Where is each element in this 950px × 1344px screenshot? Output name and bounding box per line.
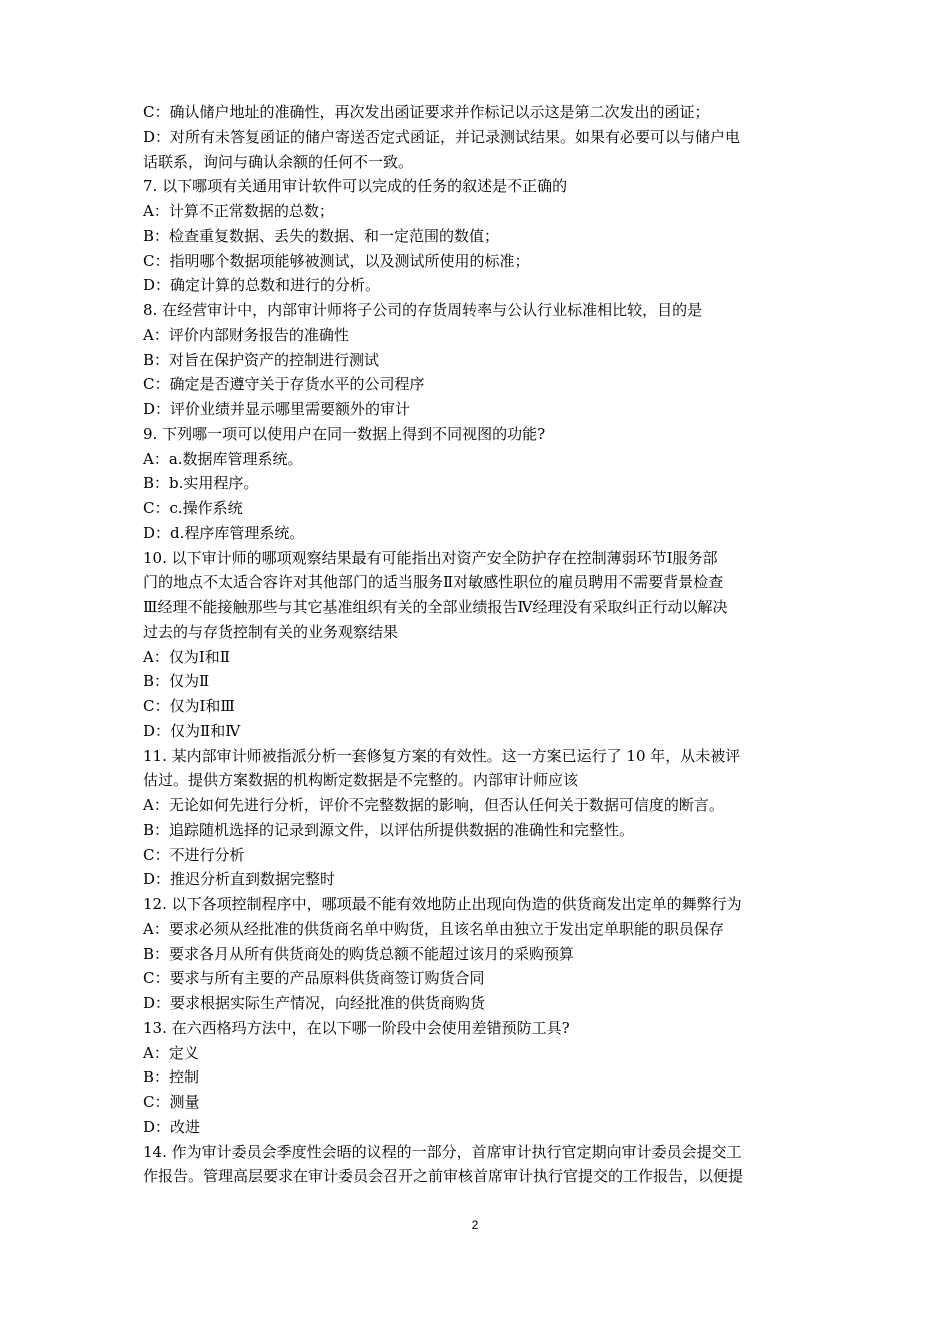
option-d: D：d.程序库管理系统。 xyxy=(143,523,305,542)
option-a: A：评价内部财务报告的准确性 xyxy=(143,325,349,344)
option-b: B：b.实用程序。 xyxy=(143,474,259,493)
text-line: D：对所有未答复函证的储户寄送否定式函证，并记录测试结果。如果有必要可以与储户电 xyxy=(143,127,741,146)
question-12: 12. 以下各项控制程序中，哪项最不能有效地防止出现向伪造的供货商发出定单的舞弊行为 xyxy=(143,895,742,913)
text-line: C：确认储户地址的准确性，再次发出函证要求并作标记以示这是第二次发出的函证； xyxy=(143,103,710,121)
question-8: 8. 在经营审计中，内部审计师将子公司的存货周转率与公认行业标准相比较，目的是 xyxy=(143,301,703,319)
option-c: C：要求与所有主要的产品原料供货商签订购货合同 xyxy=(143,969,485,988)
option-a: A：无论如何先进行分析，评价不完整数据的影响，但否认任何关于数据可信度的断言。 xyxy=(143,796,724,814)
text-line: 作报告。管理高层要求在审计委员会召开之前审核首席审计执行官提交的工作报告，以便提 xyxy=(143,1167,744,1186)
question-13: 13. 在六西格玛方法中，在以下哪一阶段中会使用差错预防工具? xyxy=(143,1018,570,1037)
text-line: 门的地点不太适合容许对其他部门的适当服务Ⅱ对敏感性职位的雇员聘用不需要背景检查 xyxy=(143,573,724,592)
option-d: D：评价业绩并显示哪里需要额外的审计 xyxy=(143,400,411,418)
option-c: C：c.操作系统 xyxy=(143,499,243,517)
option-b: B：控制 xyxy=(143,1068,200,1087)
text-line: 过去的与存货控制有关的业务观察结果 xyxy=(143,622,399,641)
option-b: B：仅为Ⅱ xyxy=(143,672,210,691)
question-10: 10. 以下审计师的哪项观察结果最有可能指出对资产安全防护存在控制薄弱环节Ⅰ服务部 xyxy=(143,548,718,567)
option-a: A：要求必须从经批准的供货商名单中购货，且该名单由独立于发出定单职能的职员保存 xyxy=(143,919,724,938)
question-11: 11. 某内部审计师被指派分析一套修复方案的有效性。这一方案已运行了 10 年，从未被评 xyxy=(143,746,741,765)
text-line: Ⅲ经理不能接触那些与其它基准组织有关的全部业绩报告Ⅳ经理没有采取纠正行动以解决 xyxy=(143,598,728,616)
question-9: 9. 下列哪一项可以使用户在同一数据上得到不同视图的功能? xyxy=(143,424,546,443)
document-body xyxy=(143,100,811,1189)
page-number: 2 xyxy=(471,1218,479,1232)
question-7: 7. 以下哪项有关通用审计软件可以完成的任务的叙述是不正确的 xyxy=(143,177,568,196)
option-d: D：确定计算的总数和进行的分析。 xyxy=(143,276,381,295)
option-b: B：检查重复数据、丢失的数据、和一定范围的数值； xyxy=(143,226,500,245)
option-b: B：要求各月从所有供货商处的购货总额不能超过该月的采购预算 xyxy=(143,944,575,963)
option-d: D：推迟分析直到数据完整时 xyxy=(143,870,336,889)
option-a: A：定义 xyxy=(143,1043,199,1062)
text-line: 估过。提供方案数据的机构断定数据是不完整的。内部审计师应该 xyxy=(143,771,579,790)
option-c: C：仅为Ⅰ和Ⅲ xyxy=(143,697,235,715)
option-d: D：仅为Ⅱ和Ⅳ xyxy=(143,721,241,740)
option-a: A：计算不正常数据的总数； xyxy=(143,202,334,220)
option-c: C：测量 xyxy=(143,1093,200,1111)
option-b: B：追踪随机选择的记录到源文件，以评估所提供数据的准确性和完整性。 xyxy=(143,820,635,839)
option-a: A：仅为Ⅰ和Ⅱ xyxy=(143,647,230,666)
option-b: B：对旨在保护资产的控制进行测试 xyxy=(143,350,380,369)
question-14: 14. 作为审计委员会季度性会晤的议程的一部分，首席审计执行官定期向审计委员会提交工 xyxy=(143,1142,742,1161)
option-c: C：确定是否遵守关于存货水平的公司程序 xyxy=(143,375,425,394)
option-c: C：不进行分析 xyxy=(143,845,245,864)
option-d: D：要求根据实际生产情况，向经批准的供货商购货 xyxy=(143,994,486,1012)
option-d: D：改进 xyxy=(143,1117,201,1136)
text-line: 话联系，询问与确认余额的任何不一致。 xyxy=(143,152,414,171)
option-c: C：指明哪个数据项能够被测试，以及测试所使用的标准； xyxy=(143,251,530,270)
option-a: A：a.数据库管理系统。 xyxy=(143,449,303,468)
